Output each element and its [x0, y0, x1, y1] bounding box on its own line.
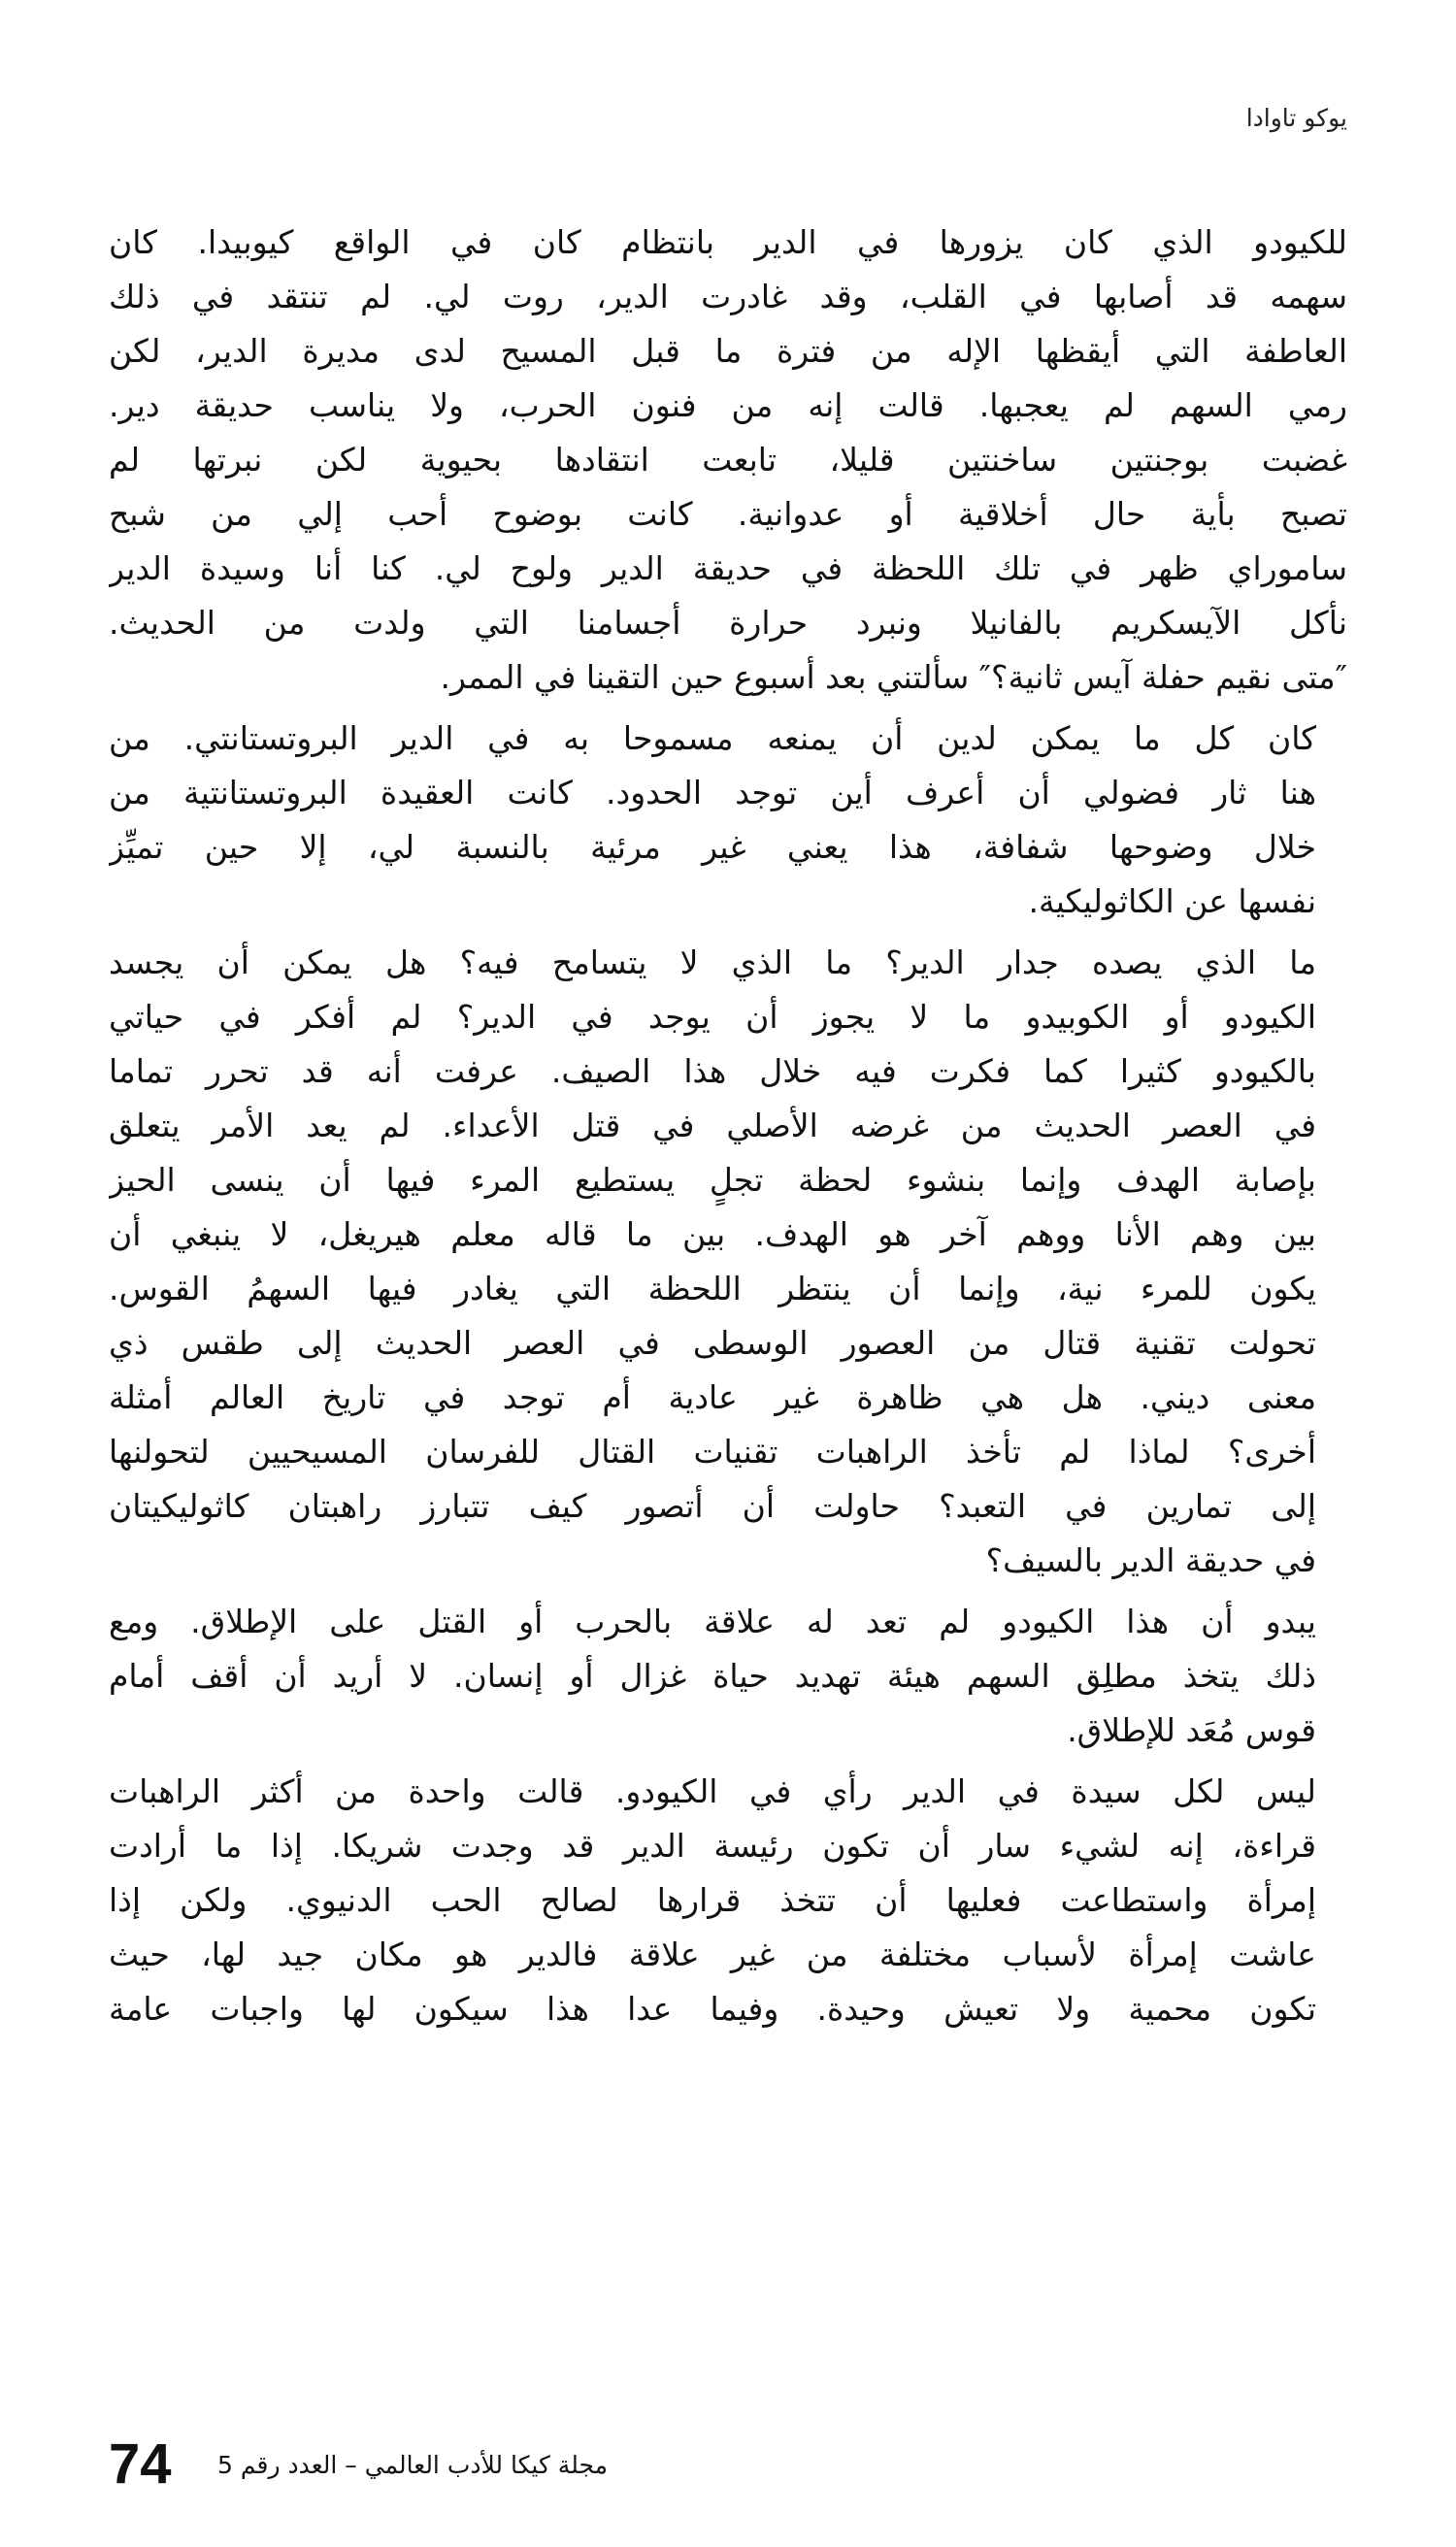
text-line: غضبت بوجنتين ساخنتين قليلا، تابعت انتقادها بحيوية لكن نبرتها لم [109, 441, 1347, 479]
text-line: بإصابة الهدف وإنما بنشوء لحظة تجلٍ يستطيع المرء فيها أن ينسى الحيز [109, 1161, 1316, 1199]
text-line: ساموراي ظهر في تلك اللحظة في حديقة الدير ولوح لي. كنا أنا وسيدة الدير [109, 549, 1347, 587]
paragraph-1 [109, 215, 1347, 705]
text-line: إمرأة واستطاعت فعليها أن تتخذ قرارها لصالح الحب الدنيوي. ولكن إذا [109, 1881, 1316, 1919]
text-line: تحولت تقنية قتال من العصور الوسطى في العصر الحديث إلى طقس ذي [109, 1324, 1316, 1362]
text-line: يبدو أن هذا الكيودو لم تعد له علاقة بالحرب أو القتل على الإطلاق. ومع [109, 1603, 1316, 1640]
text-line: بين وهم الأنا ووهم آخر هو الهدف. بين ما قاله معلم هيريغل، لا ينبغي أن [109, 1215, 1316, 1253]
text-line: قوس مُعَد للإطلاق. [1067, 1711, 1316, 1749]
text-line: ″متى نقيم حفلة آيس ثانية؟″ سألتني بعد أسبوع حين التقينا في الممر. [440, 658, 1347, 696]
text-line: عاشت إمرأة لأسباب مختلفة من غير علاقة فالدير هو مكان جيد لها، حيث [109, 1935, 1316, 1973]
text-line: رمي السهم لم يعجبها. قالت إنه من فنون الحرب، ولا يناسب حديقة دير. [109, 386, 1347, 424]
text-line: هنا ثار فضولي أن أعرف أين توجد الحدود. كانت العقيدة البروتستانتية من [109, 774, 1316, 811]
text-line: بالكيودو كثيرا كما فكرت فيه خلال هذا الصيف. عرفت أنه قد تحرر تماما [109, 1052, 1316, 1090]
text-line: إلى تمارين في التعبد؟ حاولت أن أتصور كيف تتبارز راهبتان كاثوليكيتان [109, 1487, 1316, 1525]
text-line: أخرى؟ لماذا لم تأخذ الراهبات تقنيات القتال للفرسان المسيحيين لتحولنها [109, 1433, 1316, 1471]
text-line: ليس لكل سيدة في الدير رأي في الكيودو. قالت واحدة من أكثر الراهبات [109, 1772, 1316, 1810]
journal-title: مجلة كيكا للأدب العالمي – العدد رقم 5 [217, 2451, 609, 2479]
text-line: العاطفة التي أيقظها الإله من فترة ما قبل المسيح لدى مديرة الدير، لكن [109, 332, 1347, 370]
text-line: كان كل ما يمكن لدين أن يمنعه مسموحا به في الدير البروتستانتي. من [109, 719, 1316, 757]
text-line: للكيودو الذي كان يزورها في الدير بانتظام كان في الواقع كيوبيدا. كان [109, 223, 1347, 261]
paragraph-3 [109, 936, 1347, 1588]
text-line: تكون محمية ولا تعيش وحيدة. وفيما عدا هذا سيكون لها واجبات عامة [109, 1990, 1316, 2028]
paragraph-5 [109, 1765, 1347, 2036]
text-line: نفسها عن الكاثوليكية. [1028, 882, 1316, 920]
text-line: يكون للمرء نية، وإنما أن ينتظر اللحظة التي يغادر فيها السهمُ القوس. [109, 1270, 1316, 1307]
text-line: في حديقة الدير بالسيف؟ [985, 1541, 1316, 1579]
text-line: ما الذي يصده جدار الدير؟ ما الذي لا يتسامح فيه؟ هل يمكن أن يجسد [109, 943, 1316, 981]
text-line: معنى ديني. هل هي ظاهرة غير عادية أم توجد في تاريخ العالم أمثلة [109, 1378, 1316, 1416]
text-line: الكيودو أو الكوبيدو ما لا يجوز أن يوجد في الدير؟ لم أفكر في حياتي [109, 998, 1316, 1036]
text-line: في العصر الحديث من غرضه الأصلي في قتل الأعداء. لم يعد الأمر يتعلق [109, 1107, 1316, 1144]
text-line: قراءة، إنه لشيء سار أن تكون رئيسة الدير قد وجدت شريكا. إذا ما أرادت [109, 1827, 1316, 1865]
body-text [109, 215, 1347, 2043]
paragraph-4 [109, 1595, 1347, 1758]
text-line: خلال وضوحها شفافة، هذا يعني غير مرئية بالنسبة لي، إلا حين تميِّز [109, 828, 1316, 866]
page-footer [109, 2431, 1347, 2499]
paragraph-2 [109, 711, 1347, 929]
text-line: تصبح بأية حال أخلاقية أو عدوانية. كانت بوضوح أحب إلي من شبح [109, 495, 1347, 533]
text-line: ذلك يتخذ مطلِق السهم هيئة تهديد حياة غزال أو إنسان. لا أريد أن أقف أمام [109, 1657, 1316, 1695]
text-line: سهمه قد أصابها في القلب، وقد غادرت الدير، روت لي. لم تنتقد في ذلك [109, 278, 1347, 315]
text-line: نأكل الآيسكريم بالفانيلا ونبرد حرارة أجسامنا التي ولدت من الحديث. [109, 604, 1347, 642]
running-header-author: يوكو تاوادا [1245, 104, 1347, 132]
page-number: 74 [109, 2432, 172, 2496]
